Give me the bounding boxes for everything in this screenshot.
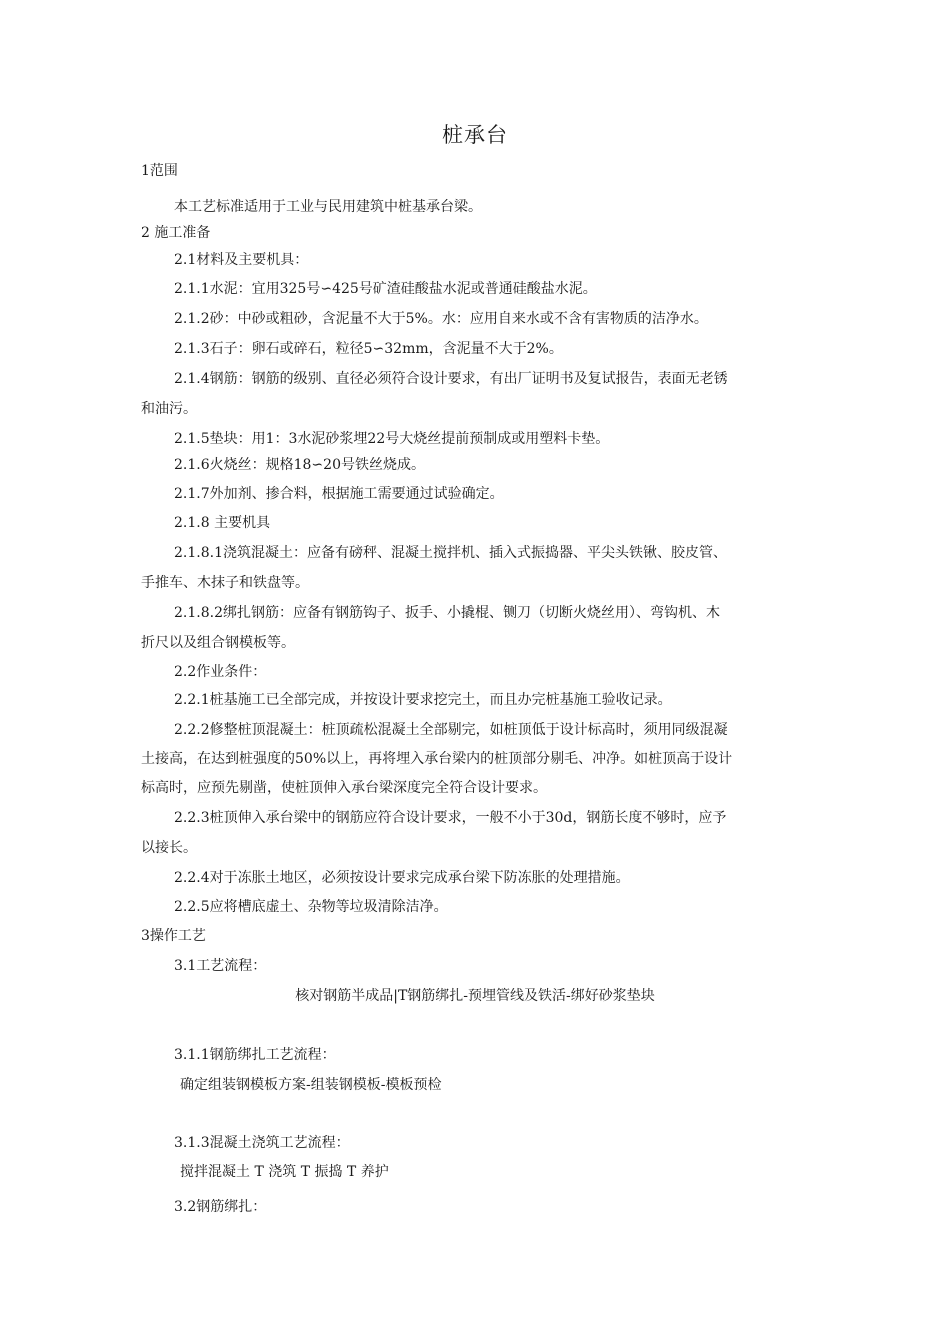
paragraph-line: 标高时，应预先剔凿，使桩顶伸入承台梁深度完全符合设计要求。 [141,780,547,796]
paragraph-line: 2.2.5应将槽底虚土、杂物等垃圾清除洁净。 [174,899,448,915]
document-title: 桩承台 [442,123,508,147]
paragraph-line: 2.1.7外加剂、掺合料，根据施工需要通过试验确定。 [174,486,504,502]
subsection-heading: 2.1材料及主要机具： [174,252,309,268]
paragraph-line: 2.2.1桩基施工已全部完成，并按设计要求挖完土，而且办完桩基施工验收记录。 [174,692,672,708]
section-heading: 1范围 [141,163,178,179]
paragraph-line: 2.1.4钢筋：钢筋的级别、直径必须符合设计要求，有出厂证明书及复试报告，表面无老锈 [174,371,728,387]
subsection-heading: 3.2钢筋绑扎： [174,1199,267,1215]
paragraph-line: 2.1.6火烧丝：规格18∽20号铁丝烧成。 [174,457,425,473]
paragraph-line: 以接长。 [141,840,197,856]
subsection-heading: 3.1.1钢筋绑扎工艺流程： [174,1047,336,1063]
paragraph-line: 土接高，在达到桩强度的50%以上，再将埋入承台梁内的桩顶部分剔毛、冲净。如桩顶高于设计 [141,751,733,767]
paragraph-line: 2.1.5垫块：用1：3水泥砂浆埋22号大烧丝提前预制成或用塑料卡垫。 [174,431,610,447]
subsection-heading: 2.1.8 主要机具 [174,515,271,531]
paragraph-line: 2.1.8.2绑扎钢筋：应备有钢筋钩子、扳手、小撬棍、铡刀（切断火烧丝用）、弯钩机、木 [174,605,720,621]
subsection-heading: 3.1.3混凝土浇筑工艺流程： [174,1135,350,1151]
paragraph-line: 手推车、木抹子和铁盘等。 [141,575,309,591]
paragraph-line: 2.2.4对于冻胀土地区，必须按设计要求完成承台梁下防冻胀的处理措施。 [174,870,630,886]
section-heading: 3操作工艺 [141,928,206,944]
process-flow-line: 搅拌混凝土 T 浇筑 T 振捣 T 养护 [180,1164,389,1180]
process-flow-line: 核对钢筋半成品|T钢筋绑扎-预埋管线及铁活-绑好砂浆垫块 [295,988,655,1004]
paragraph-line: 2.2.2修整桩顶混凝土：桩顶疏松混凝土全部剔完，如桩顶低于设计标高时，须用同级混凝 [174,722,728,738]
paragraph-line: 和油污。 [141,401,197,417]
section-heading: 2 施工准备 [141,225,211,241]
paragraph-line: 2.2.3桩顶伸入承台梁中的钢筋应符合设计要求，一般不小于30d，钢筋长度不够时，应予 [174,810,727,826]
paragraph-line: 2.1.2砂：中砂或粗砂，含泥量不大于5%。水：应用自来水或不含有害物质的洁净水。 [174,311,708,327]
subsection-heading: 3.1工艺流程： [174,958,267,974]
subsection-heading: 2.2作业条件： [174,664,267,680]
paragraph-line: 2.1.1水泥：宜用325号∽425号矿渣硅酸盐水泥或普通硅酸盐水泥。 [174,281,597,297]
process-flow-line: 确定组装钢模板方案-组装钢模板-模板预检 [180,1077,442,1093]
paragraph-line: 2.1.8.1浇筑混凝土：应备有磅秤、混凝土搅拌机、插入式振捣器、平尖头铁锹、胶皮管、 [174,545,727,561]
paragraph-line: 本工艺标准适用于工业与民用建筑中桩基承台梁。 [174,199,482,215]
paragraph-line: 2.1.3石子：卵石或碎石，粒径5∽32mm，含泥量不大于2%。 [174,341,563,357]
paragraph-line: 折尺以及组合钢模板等。 [141,635,295,651]
